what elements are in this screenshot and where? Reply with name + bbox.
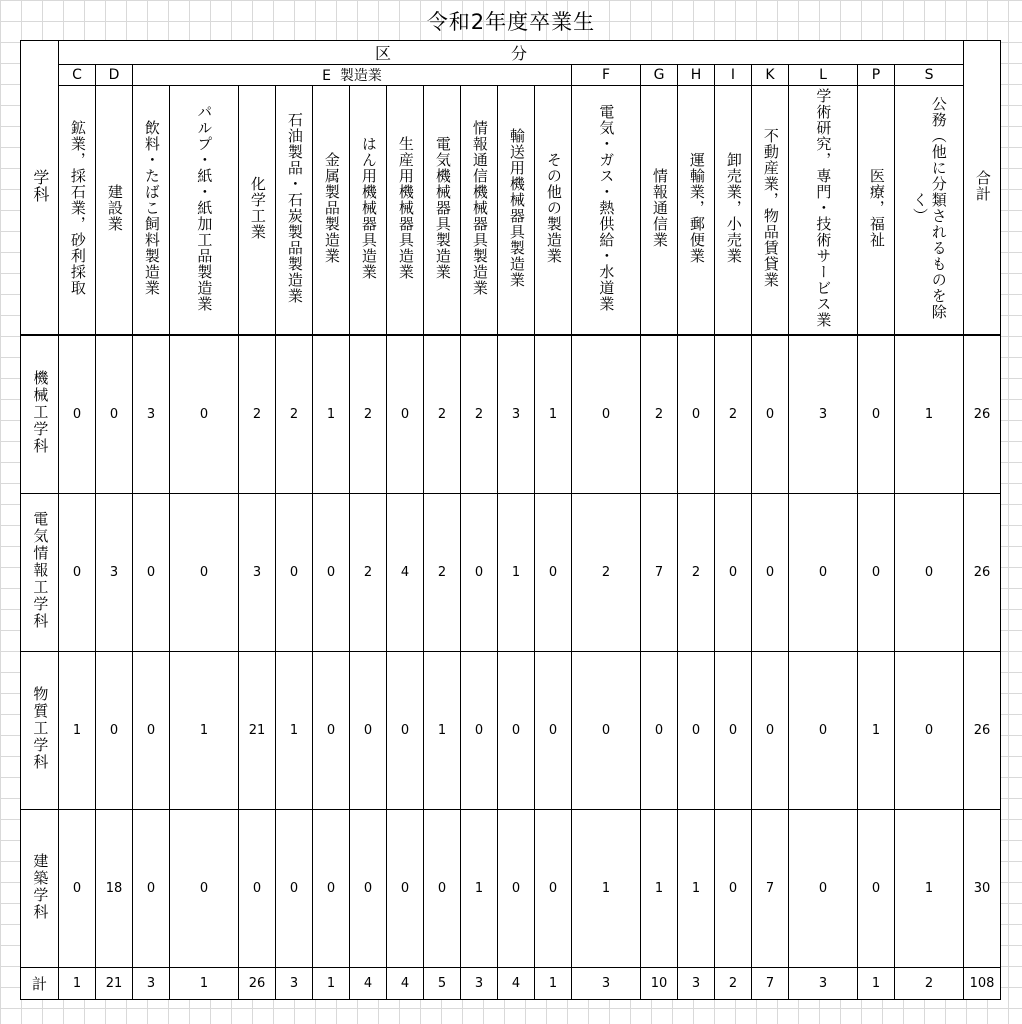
code-h: H <box>678 65 715 86</box>
column-label-text: 鉱業，採石業，砂利採取 <box>68 120 87 296</box>
sum-cell: 1 <box>535 968 572 1000</box>
table-cell: 0 <box>387 810 424 968</box>
column-label-text: 輸送用機械器具製造業 <box>507 128 526 288</box>
table-cell: 3 <box>498 335 535 494</box>
column-label-16 <box>715 86 752 336</box>
row-label-text: 物質工学科 <box>31 686 50 771</box>
column-label-text: 電気機械器具製造業 <box>433 136 452 280</box>
table-cell: 0 <box>461 652 498 810</box>
sum-cell: 4 <box>387 968 424 1000</box>
table-cell: 1 <box>313 335 350 494</box>
table-cell: 1 <box>678 810 715 968</box>
row-label <box>21 494 59 652</box>
code-d: D <box>96 65 133 86</box>
table-cell: 0 <box>133 652 170 810</box>
sum-cell: 3 <box>276 968 313 1000</box>
row-label-text: 機械工学科 <box>31 370 50 455</box>
column-label-6 <box>313 86 350 336</box>
sum-cell: 3 <box>133 968 170 1000</box>
column-label-text: 学術研究，専門・技術サービス業 <box>814 88 833 328</box>
row-total-cell: 26 <box>964 494 1001 652</box>
column-label-11 <box>498 86 535 336</box>
table-cell: 0 <box>572 335 641 494</box>
column-label-5 <box>276 86 313 336</box>
table-cell: 0 <box>170 810 239 968</box>
table-cell: 1 <box>535 335 572 494</box>
code-k: K <box>752 65 789 86</box>
table-cell: 2 <box>276 335 313 494</box>
sum-cell: 3 <box>678 968 715 1000</box>
sum-cell: 1 <box>858 968 895 1000</box>
sum-cell: 3 <box>789 968 858 1000</box>
sum-cell: 5 <box>424 968 461 1000</box>
table-cell: 0 <box>313 810 350 968</box>
column-label-text: はん用機械器具造業 <box>359 136 378 280</box>
table-cell: 2 <box>678 494 715 652</box>
column-label-text: 石油製品・石炭製品製造業 <box>285 112 304 304</box>
table-cell: 0 <box>858 810 895 968</box>
column-label-text: 化学工業 <box>248 176 267 240</box>
graduates-table <box>20 40 1001 1000</box>
table-cell: 3 <box>239 494 276 652</box>
table-cell: 2 <box>715 335 752 494</box>
column-label-7 <box>350 86 387 336</box>
table-cell: 1 <box>424 652 461 810</box>
table-cell: 0 <box>535 652 572 810</box>
table-cell: 0 <box>858 335 895 494</box>
table-cell: 1 <box>895 810 964 968</box>
table-cell: 2 <box>350 335 387 494</box>
table-cell: 1 <box>498 494 535 652</box>
table-cell: 1 <box>641 810 678 968</box>
table-cell: 0 <box>498 652 535 810</box>
table-cell: 0 <box>535 494 572 652</box>
code-c: C <box>59 65 96 86</box>
table-cell: 1 <box>276 652 313 810</box>
table-cell: 0 <box>715 494 752 652</box>
code-e-manufacturing: E 製造業 <box>133 65 572 86</box>
table-cell: 0 <box>59 810 96 968</box>
column-label-text: 飲料・たばこ飼料製造業 <box>142 120 161 296</box>
page-title: 令和2年度卒業生 <box>426 10 596 34</box>
grand-total-cell: 108 <box>964 968 1001 1000</box>
table-cell: 0 <box>59 335 96 494</box>
column-label-text: 医療，福祉 <box>867 168 886 248</box>
table-cell: 0 <box>387 335 424 494</box>
table-cell: 0 <box>572 652 641 810</box>
table-cell: 21 <box>239 652 276 810</box>
header-total <box>964 41 1001 336</box>
column-label-13 <box>572 86 641 336</box>
sum-cell: 7 <box>752 968 789 1000</box>
column-label-text: 卸売業，小売業 <box>724 152 743 264</box>
table-cell: 0 <box>752 652 789 810</box>
column-label-18 <box>789 86 858 336</box>
table-cell: 0 <box>170 335 239 494</box>
column-label-text: 建設業 <box>105 184 124 232</box>
table-cell: 0 <box>858 494 895 652</box>
sum-cell: 2 <box>715 968 752 1000</box>
table-cell: 0 <box>789 652 858 810</box>
table-row <box>21 494 1001 652</box>
column-label-0 <box>59 86 96 336</box>
table-cell: 3 <box>133 335 170 494</box>
table-row <box>21 335 1001 494</box>
column-label-9 <box>424 86 461 336</box>
sum-cell: 10 <box>641 968 678 1000</box>
table-cell: 0 <box>387 652 424 810</box>
code-l: L <box>789 65 858 86</box>
table-cell: 3 <box>96 494 133 652</box>
column-label-17 <box>752 86 789 336</box>
table-cell: 0 <box>276 494 313 652</box>
table-row <box>21 810 1001 968</box>
table-cell: 0 <box>535 810 572 968</box>
table-cell: 0 <box>641 652 678 810</box>
column-label-19 <box>858 86 895 336</box>
sum-cell: 3 <box>572 968 641 1000</box>
table-cell: 0 <box>350 810 387 968</box>
column-label-text: 電気・ガス・熱供給・水道業 <box>597 104 616 312</box>
table-cell: 2 <box>461 335 498 494</box>
code-s: S <box>895 65 964 86</box>
code-g: G <box>641 65 678 86</box>
column-label-20 <box>895 86 964 336</box>
sum-cell: 26 <box>239 968 276 1000</box>
row-total-cell: 26 <box>964 335 1001 494</box>
table-cell: 0 <box>715 810 752 968</box>
table-cell: 0 <box>789 494 858 652</box>
table-cell: 1 <box>572 810 641 968</box>
table-cell: 7 <box>641 494 678 652</box>
table-cell: 2 <box>572 494 641 652</box>
column-label-text: 不動産業，物品賃貸業 <box>761 128 780 288</box>
row-label <box>21 652 59 810</box>
code-p: P <box>858 65 895 86</box>
sum-cell: 1 <box>59 968 96 1000</box>
row-label <box>21 335 59 494</box>
column-label-10 <box>461 86 498 336</box>
column-label-2 <box>133 86 170 336</box>
column-label-text: 情報通信機械器具製造業 <box>470 120 489 296</box>
table-cell: 2 <box>350 494 387 652</box>
column-label-4 <box>239 86 276 336</box>
column-label-8 <box>387 86 424 336</box>
column-label-text: 公務（他に分類されるものを除く） <box>911 96 948 320</box>
table-cell: 3 <box>789 335 858 494</box>
column-label-text: 情報通信業 <box>650 168 669 248</box>
table-cell: 7 <box>752 810 789 968</box>
table-cell: 2 <box>239 335 276 494</box>
table-cell: 0 <box>752 494 789 652</box>
column-label-text: その他の製造業 <box>544 152 563 264</box>
table-row <box>21 652 1001 810</box>
sum-cell: 3 <box>461 968 498 1000</box>
table-cell: 0 <box>133 494 170 652</box>
table-cell: 0 <box>59 494 96 652</box>
table-cell: 0 <box>133 810 170 968</box>
table-cell: 0 <box>239 810 276 968</box>
table-cell: 4 <box>387 494 424 652</box>
sum-cell: 1 <box>170 968 239 1000</box>
table-cell: 0 <box>96 335 133 494</box>
row-label-text: 建築学科 <box>31 852 50 921</box>
table-cell: 1 <box>895 335 964 494</box>
table-cell: 2 <box>641 335 678 494</box>
table-cell: 1 <box>461 810 498 968</box>
column-label-14 <box>641 86 678 336</box>
table-cell: 1 <box>59 652 96 810</box>
table-cell: 0 <box>678 652 715 810</box>
sum-row <box>21 968 1001 1000</box>
sum-cell: 4 <box>498 968 535 1000</box>
table-cell: 0 <box>789 810 858 968</box>
table-cell: 1 <box>170 652 239 810</box>
row-label-text: 電気情報工学科 <box>31 511 50 630</box>
column-label-3 <box>170 86 239 336</box>
column-label-text: パルプ・紙・紙加工品製造業 <box>195 104 214 312</box>
table-cell: 18 <box>96 810 133 968</box>
table-cell: 2 <box>424 494 461 652</box>
table-cell: 0 <box>96 652 133 810</box>
row-total-cell: 26 <box>964 652 1001 810</box>
table-cell: 0 <box>461 494 498 652</box>
row-total-cell: 30 <box>964 810 1001 968</box>
code-f: F <box>572 65 641 86</box>
column-label-15 <box>678 86 715 336</box>
sum-cell: 21 <box>96 968 133 1000</box>
table-cell: 0 <box>313 494 350 652</box>
table-cell: 0 <box>678 335 715 494</box>
table-cell: 0 <box>895 652 964 810</box>
table-cell: 0 <box>715 652 752 810</box>
table-cell: 0 <box>276 810 313 968</box>
table-cell: 0 <box>895 494 964 652</box>
header-total-label: 合計 <box>973 169 992 202</box>
column-label-1 <box>96 86 133 336</box>
sum-cell: 2 <box>895 968 964 1000</box>
table-cell: 0 <box>498 810 535 968</box>
sum-cell: 1 <box>313 968 350 1000</box>
header-kubun: 区分 <box>59 41 964 65</box>
table-cell: 0 <box>170 494 239 652</box>
column-label-12 <box>535 86 572 336</box>
sum-cell: 4 <box>350 968 387 1000</box>
table-cell: 2 <box>424 335 461 494</box>
header-gakka-label: 学科 <box>30 168 50 203</box>
table-cell: 0 <box>313 652 350 810</box>
column-label-text: 金属製品製造業 <box>322 152 341 264</box>
column-label-text: 生産用機械器具造業 <box>396 136 415 280</box>
sum-row-label: 計 <box>21 968 59 1000</box>
table-cell: 0 <box>752 335 789 494</box>
column-label-text: 運輸業，郵便業 <box>687 152 706 264</box>
table-cell: 0 <box>424 810 461 968</box>
table-cell: 1 <box>858 652 895 810</box>
row-label <box>21 810 59 968</box>
header-gakka <box>21 41 59 336</box>
table-cell: 0 <box>350 652 387 810</box>
code-i: I <box>715 65 752 86</box>
